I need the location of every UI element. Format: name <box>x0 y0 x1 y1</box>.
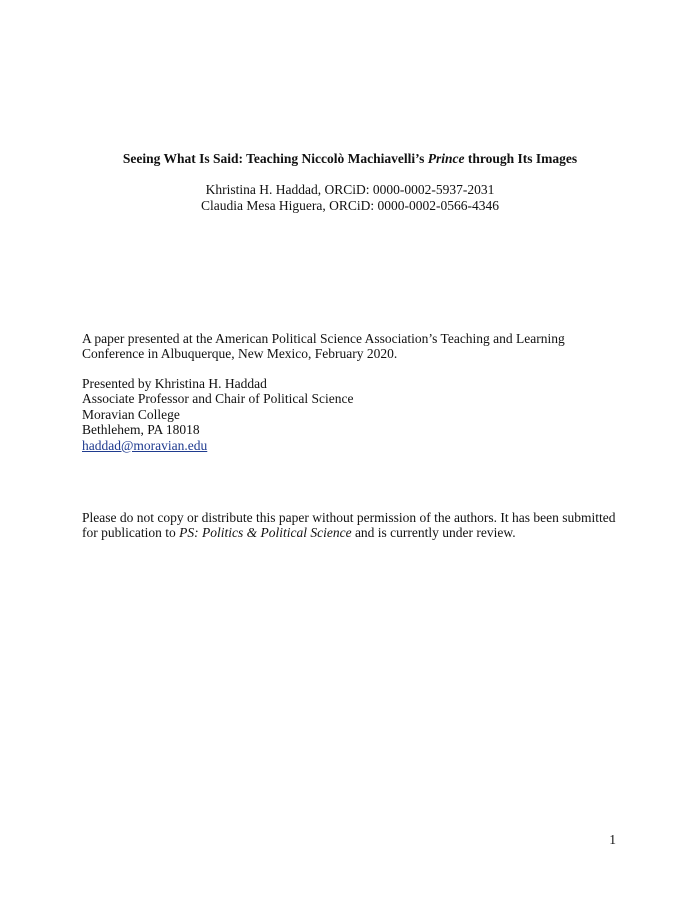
conference-line-1: A paper presented at the American Political Science Association’s Teaching and Learning <box>82 331 565 346</box>
title-italic-prince: Prince <box>427 151 465 166</box>
title-text-end: through Its Images <box>464 151 578 166</box>
author-line-1: Khristina H. Haddad, ORCiD: 0000-0002-5937-2031 <box>205 182 495 197</box>
page-number: 1 <box>609 832 616 847</box>
conference-statement <box>82 331 642 362</box>
presenter-name: Presented by Khristina H. Haddad <box>82 376 267 391</box>
copyright-notice <box>82 510 642 541</box>
presenter-location: Bethlehem, PA 18018 <box>82 422 200 438</box>
notice-line-2-start: for publication to <box>82 525 180 541</box>
title-text-start: Seeing What Is Said: Teaching Niccolò Machiavelli’s <box>122 151 428 166</box>
paper-title <box>0 150 700 167</box>
journal-name: PS: Politics & Political Science <box>179 525 352 541</box>
presenter-info <box>82 376 642 453</box>
conference-line-2: Conference in Albuquerque, New Mexico, February 2020. <box>82 346 398 362</box>
presenter-institution: Moravian College <box>82 406 180 422</box>
notice-line-1: Please do not copy or distribute this paper without permission of the authors. It has been submitted <box>82 510 616 525</box>
presenter-email-link[interactable]: haddad@moravian.edu <box>82 437 208 453</box>
presenter-position: Associate Professor and Chair of Political Science <box>82 391 354 407</box>
notice-line-2-end: and is currently under review. <box>351 525 516 541</box>
author-list <box>0 182 700 213</box>
author-line-2: Claudia Mesa Higuera, ORCiD: 0000-0002-0566-4346 <box>200 197 500 213</box>
notice-line-2 <box>82 525 642 540</box>
